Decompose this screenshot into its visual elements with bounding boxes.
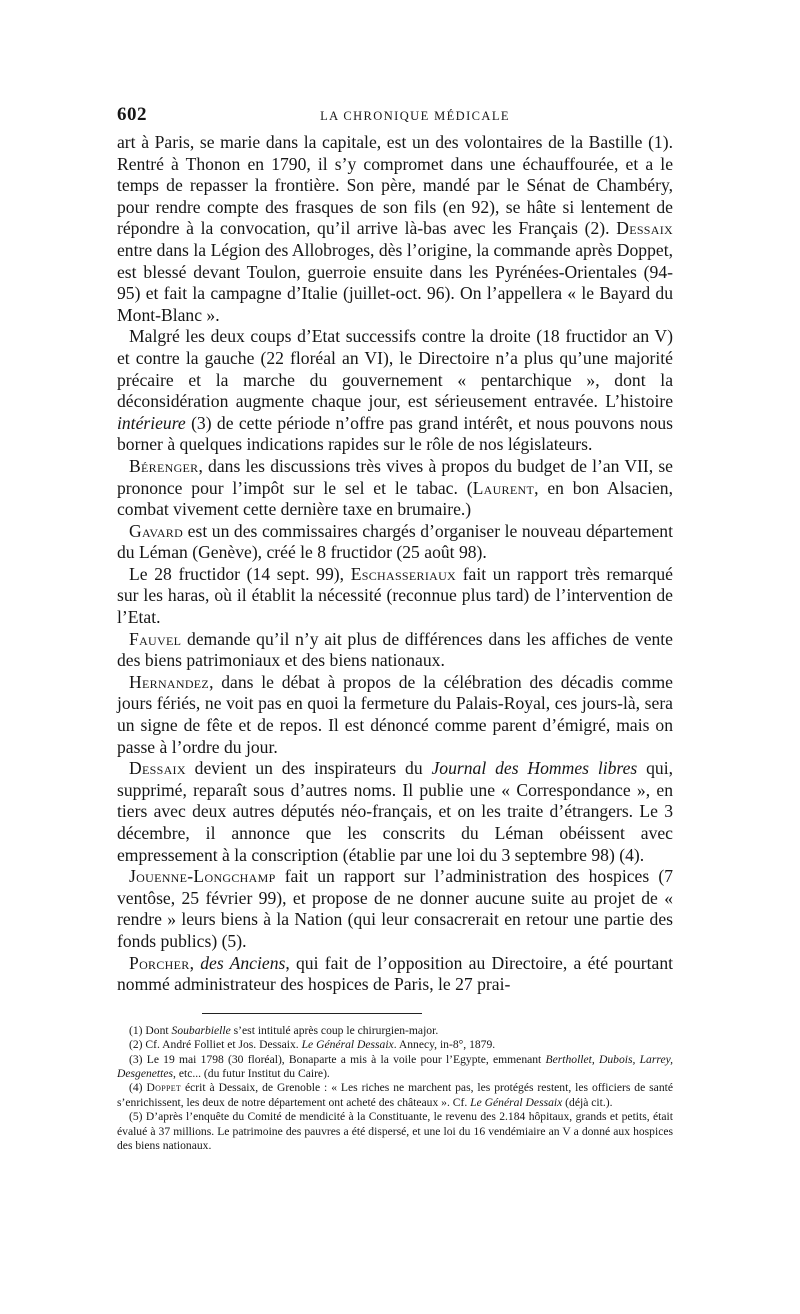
body-text bbox=[117, 132, 673, 996]
italic-text: Le Général Dessaix bbox=[470, 1095, 563, 1109]
text-run: est un des commissaires chargés d’organiser le nouveau département du Léman (Genève), créé le 8 fructidor (25 août 98). bbox=[117, 520, 673, 563]
paragraph bbox=[117, 326, 673, 456]
text-run: s’est intitulé après coup le chirurgien-major. bbox=[230, 1023, 439, 1037]
person-name: Gavard bbox=[129, 520, 184, 541]
paragraph bbox=[117, 629, 673, 672]
text-run: art à Paris, se marie dans la capitale, est un des volontaires de la Bastille (1). Rentré à Thonon en 1790, il s’y compromet dans une échauffourée, et a le temps de repasser la frontière. Son père, mandé par le Sénat de Chambéry, pour rendre compte des frasques de son fils (en 92), se hâte si lentement de répondre à la convocation, qu’il arrive là-bas avec les Français (2). bbox=[117, 132, 673, 239]
person-name: Fauvel bbox=[129, 628, 182, 649]
person-name: Porcher bbox=[129, 952, 190, 973]
person-name: Jouenne-Longchamp bbox=[129, 866, 276, 887]
footnote bbox=[117, 1024, 673, 1038]
person-name: Eschasseriaux bbox=[350, 563, 457, 584]
running-title: LA CHRONIQUE MÉDICALE bbox=[320, 109, 510, 123]
footnotes bbox=[117, 1024, 673, 1154]
text-run: , en bon Alsacien, combat vivement cette dernière taxe en brumaire.) bbox=[117, 477, 673, 520]
document-page bbox=[117, 104, 673, 1153]
text-run: , qui fait de l’opposition au Directoire, a été pourtant nommé administrateur des hospices de Paris, le 27 prai- bbox=[117, 952, 673, 995]
page-number: 602 bbox=[117, 104, 147, 125]
italic-text: des Anciens bbox=[200, 952, 286, 973]
text-run: Malgré les deux coups d’Etat successifs contre la droite (18 fructidor an V) et contre la gauche (22 floréal an VI), le Directoire n’a plus qu’une majorité précaire et la marche du gouvernement « pentarchique », dont la déconsidération augmente chaque jour, est sérieusement entravée. L’histoire bbox=[117, 326, 673, 412]
person-name: Doppet bbox=[146, 1081, 182, 1095]
italic-text: Journal des Hommes libres bbox=[431, 758, 638, 779]
paragraph bbox=[117, 132, 673, 326]
text-run: entre dans la Légion des Allobroges, dès l’origine, la commande après Doppet, est blessé devant Toulon, guerroie ensuite dans les Pyrénées-Orientales (94-95) et fait la campagne d’Italie (juillet-oct. 96). On l’appellera « le Bayard du Mont-Blanc ». bbox=[117, 239, 673, 325]
text-run: , bbox=[189, 952, 201, 973]
paragraph bbox=[117, 866, 673, 952]
text-run: (1) Dont bbox=[129, 1023, 172, 1037]
text-run: (4) bbox=[129, 1081, 147, 1095]
text-run: fait un rapport très remarqué sur les haras, où il établit la nécessité (reconnue plus tard) de l’intervention de l’Etat. bbox=[117, 563, 673, 628]
text-run: (5) D’après l’enquête du Comité de mendicité à la Constituante, le revenu des 2.184 hôpitaux, grands et petits, était évalué à 37 millions. Le patrimoine des pauvres a été dispersé, et une loi du 16 vendémiaire an V a donné aux hospices des biens nationaux. bbox=[117, 1110, 673, 1152]
text-run: devient un des inspirateurs du bbox=[185, 758, 432, 779]
text-run: demande qu’il n’y ait plus de différences dans les affiches de vente des biens patrimoniaux et des biens nationaux. bbox=[117, 628, 673, 671]
person-name: Dessaix bbox=[129, 758, 186, 779]
text-run: , etc... (du futur Institut du Caire). bbox=[173, 1066, 330, 1080]
paragraph bbox=[117, 521, 673, 564]
paragraph bbox=[117, 672, 673, 758]
footnote-rule bbox=[202, 1013, 422, 1014]
italic-text: Le Général Dessaix bbox=[301, 1038, 394, 1052]
text-run: (3) Le 19 mai 1798 (30 floréal), Bonaparte a mis à la voile pour l’Egypte, emmenant bbox=[129, 1052, 546, 1066]
person-name: Laurent bbox=[472, 477, 535, 498]
italic-text: Berthollet, Dubois, Larrey, Desgenettes bbox=[117, 1052, 674, 1080]
text-run: (2) Cf. André Folliet et Jos. Dessaix. bbox=[129, 1038, 302, 1052]
paragraph bbox=[117, 564, 673, 629]
text-run: (déjà cit.). bbox=[562, 1095, 613, 1109]
text-run: fait un rapport sur l’administration des hospices (7 ventôse, 25 février 99), et propose de ne donner aucune suite au projet de « rendre » leurs biens à la Nation (qui leur consacrerait en retour une partie des fonds publics) (5). bbox=[117, 866, 673, 951]
text-run: , dans le débat à propos de la célébration des décadis comme jours fériés, ne voit pas en quoi la fermeture du Palais-Royal, ces jours-là, sera un signe de fête et de repos. Il est dénoncé comme parent d’émigré, mais on passe à l’ordre du jour. bbox=[117, 671, 673, 757]
text-run: . Annecy, in-8°, 1879. bbox=[393, 1038, 496, 1052]
footnote bbox=[117, 1110, 673, 1153]
person-name: Dessaix bbox=[616, 218, 673, 239]
person-name: Bérenger bbox=[129, 455, 199, 476]
person-name: Hernandez bbox=[129, 671, 210, 692]
paragraph bbox=[117, 758, 673, 866]
text-run: (3) de cette période n’offre pas grand intérêt, et nous pouvons nous borner à quelques indications rapides sur le rôle de nos législateurs. bbox=[117, 412, 673, 455]
text-run: Le 28 fructidor (14 sept. 99), bbox=[129, 563, 351, 584]
footnote bbox=[117, 1053, 673, 1082]
text-run: écrit à Dessaix, de Grenoble : « Les riches ne marchent pas, les protégés restent, les officiers de santé s’enrichissent, les deux de notre département ont acheté des châteaux ». Cf. bbox=[117, 1081, 673, 1109]
italic-text: intérieure bbox=[117, 412, 186, 433]
paragraph bbox=[117, 456, 673, 521]
footnote bbox=[117, 1081, 673, 1110]
paragraph bbox=[117, 953, 673, 996]
footnote bbox=[117, 1038, 673, 1052]
page-header bbox=[117, 104, 673, 128]
italic-text: Soubarbielle bbox=[171, 1023, 231, 1037]
text-run: , dans les discussions très vives à propos du budget de l’an VII, se prononce pour l’impôt sur le sel et le tabac. ( bbox=[117, 455, 673, 498]
text-run: qui, supprimé, reparaît sous d’autres noms. Il publie une « Correspondance », en tiers avec deux autres députés néo-français, et on les traite d’étrangers. Le 3 décembre, il annonce que les conscrits du Léman obéissent avec empressement à la conscription (établie par une loi du 3 septembre 98) (4). bbox=[117, 758, 674, 865]
